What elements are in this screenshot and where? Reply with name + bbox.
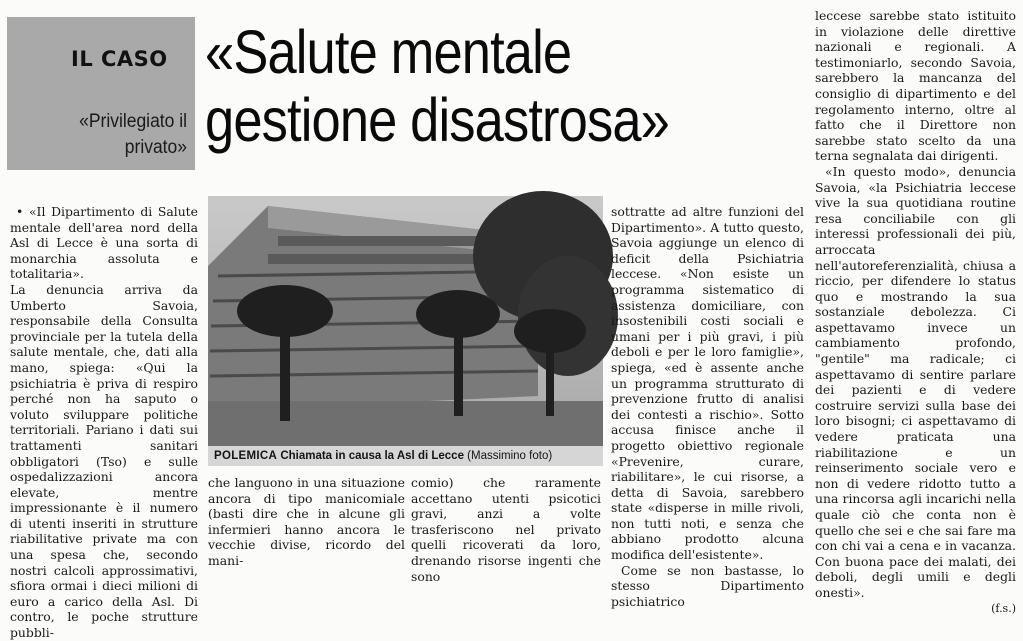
- photo-caption: [208, 446, 603, 466]
- article-paragraph: comio) che raramente accettano utenti psicotici gravi, anzi a volte trasferiscono nel privato quelli ricoverati da loro, drenando risorse ingenti che sono: [411, 475, 601, 584]
- article-column-4: [611, 204, 804, 609]
- kicker-label: IL CASO: [71, 47, 168, 71]
- article-paragraph: che languono in una situazione ancora di tipo manicomiale (basti dire che in alcune gli infermieri hanno ancora le vecchie divise, ricordo del mani-: [208, 475, 405, 568]
- hospital-building-image: [208, 196, 603, 446]
- article-column-3: [411, 475, 601, 584]
- article-paragraph: leccese sarebbe stato istituito in violazione delle direttive nazionali e regionali. A testimoniarlo, secondo Savoia, sarebbero la mancanza del consiglio di dipartimento e del regolamento interno, oltre al fatto che il Direttore non sarebbe stato scelto da una terna segnalata dai dirigenti.: [815, 8, 1016, 164]
- article-column-5: [815, 8, 1016, 616]
- article-photo: [208, 196, 603, 446]
- article-paragraph: La denuncia arriva da Umberto Savoia, responsabile della Consulta provinciale per la tutela della salute mentale, che, dati alla mano, spiega: «Qui la psichiatria è priva di respiro perché non ha saputo o voluto sviluppare politiche territoriali. Pariano i dati sui trattamenti sanitari obbligatori (Tso) e sulle ospedalizzazioni ancora elevate, mentre impressionante è il numero di utenti inseriti in strutture riabilitative private ma con una spesa che, secondo nostri calcoli approssimativi, sfiora ormai i dieci milioni di euro a carico della Asl. Di contro, le poche strutture pubbli-: [10, 281, 198, 641]
- article-lead-paragraph: • «Il Dipartimento di Salute mentale dell'area nord della Asl di Lecce è una sorta di monarchia assoluta e totalitaria».: [10, 204, 198, 282]
- author-signature: (f.s.): [991, 601, 1016, 615]
- article-column-2: [208, 475, 405, 569]
- article-column-1: [10, 204, 198, 641]
- caption-label: POLEMICA: [214, 450, 278, 462]
- article-paragraph: «In questo modo», denuncia Savoia, «la Psichiatria leccese vive la sua quotidiana routine resa conciliabile con gli interessi professionali dei più, arroccata nell'autoreferenzialità, chiusa a riccio, per difendere lo status quo e mostrando la sua sostanziale debolezza. Ci aspettavamo invece un cambiamento profondo, "gentile" ma radicale; ci aspettavamo di sentire parlare dei pazienti e di vedere costruire servizi sulla base dei loro bisogni; ci aspettavamo di vedere praticata una riabilitazione e un reinserimento sociale vero e non di vedere ridotto tutto a una rincorsa agli incarichi nella quale ciò che conta non è quello che sei e che sai fare ma con chi vai a cena e in vacanza. Con buona pace dei malati, dei deboli, degli umili e degli onesti».: [815, 163, 1016, 600]
- article-paragraph: sottratte ad altre funzioni del Dipartimento». A tutto questo, Savoia aggiunge un elenco di deficit della Psichiatria leccese. «Non esiste un programma sistematico di assistenza domiciliare, con insostenibili costi sociali e umani per i più gravi, i più deboli e per le loro famiglie», spiega, «ed è assente anche un programma strutturato di prevenzione frutto di analisi dei contesti a rischio». Sotto accusa finisce anche il progetto obiettivo regionale «Prevenire, curare, riabilitare», le cui risorse, a detta di Savoia, sarebbero state «disperse in mille rivoli, non tutti noti, e senza che abbiano prodotto alcuna modifica dell'esistente».: [611, 204, 804, 563]
- article-paragraph: Come se non bastasse, lo stesso Dipartimento psichiatrico: [611, 562, 804, 609]
- caption-credit: (Massimino foto): [467, 450, 553, 462]
- headline-line-2: gestione disastrosa»: [205, 86, 669, 154]
- caption-text: Chiamata in causa la Asl di Lecce: [280, 450, 464, 462]
- kicker-subtitle: «Privilegiato il privato»: [79, 111, 187, 158]
- headline: [205, 18, 725, 154]
- kicker-box: [7, 17, 195, 170]
- headline-line-1: «Salute mentale: [205, 18, 572, 86]
